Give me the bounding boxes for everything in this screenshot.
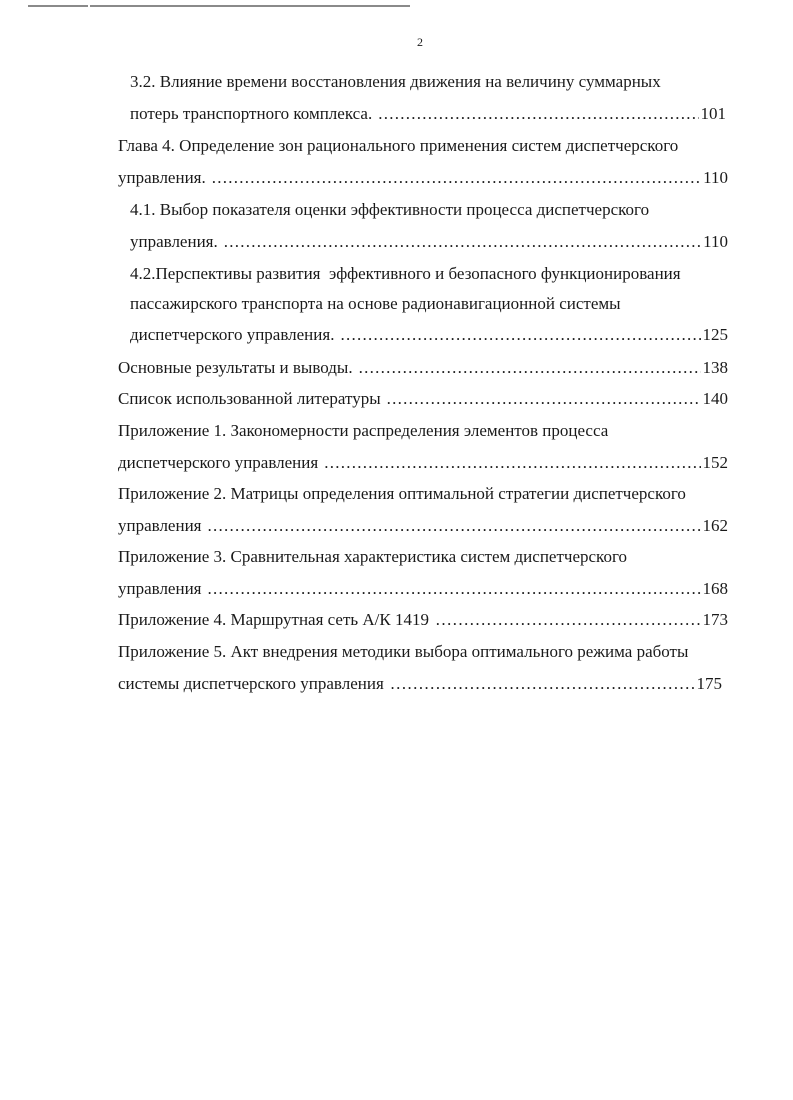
page-number: 2	[417, 35, 423, 49]
toc-entry-text: управления	[118, 516, 202, 535]
toc-entry-page: 138	[702, 358, 728, 377]
toc-entry-page: 101	[700, 104, 726, 123]
toc-entry-text: Приложение 1. Закономерности распределения элементов процесса	[118, 421, 609, 440]
toc-entry-page: 152	[702, 453, 728, 472]
toc-entry-page: 168	[702, 579, 728, 598]
toc-entry-line	[118, 384, 728, 414]
toc-leader-dots	[324, 448, 700, 478]
toc-entry-text: 3.2. Влияние времени восстановления движения на величину суммарных	[130, 72, 661, 91]
toc-leader-dots	[359, 353, 701, 383]
toc-entry-text: системы диспетчерского управления	[118, 674, 384, 693]
toc-leader-dots	[435, 605, 701, 635]
toc-entry-text: пассажирского транспорта на основе радионавигационной системы	[130, 294, 621, 313]
toc-entry-line	[118, 637, 738, 667]
toc-leader-dots	[208, 511, 701, 541]
toc-entry-page: 110	[703, 232, 728, 251]
scan-edge-line	[28, 5, 88, 7]
toc-entry-line	[130, 289, 730, 319]
toc-entry-text: Приложение 5. Акт внедрения методики выбора оптимального режима работы	[118, 642, 689, 661]
toc-entry-text: Основные результаты и выводы.	[118, 358, 353, 377]
toc-entry-line	[130, 195, 720, 225]
toc-leader-dots	[212, 163, 701, 193]
toc-entry-line	[118, 479, 728, 509]
toc-entry-text: потерь транспортного комплекса.	[130, 104, 373, 123]
toc-entry-text: Приложение 2. Матрицы определения оптимальной стратегии диспетчерского	[118, 484, 686, 503]
toc-entry-text: Список использованной литературы	[118, 389, 381, 408]
toc-entry-page: 110	[703, 168, 728, 187]
toc-entry-text: Глава 4. Определение зон рационального применения систем диспетчерского	[118, 136, 679, 155]
toc-entry-line	[118, 605, 728, 635]
toc-entry-text: Приложение 4. Маршрутная сеть А/К 1419	[118, 610, 429, 629]
toc-entry-line	[130, 259, 740, 289]
toc-entry-text: 4.2.Перспективы развития эффективного и безопасного функционирования	[130, 264, 681, 283]
scan-edge-line	[90, 5, 410, 7]
toc-entry-line	[118, 542, 718, 572]
toc-entry-page: 175	[696, 674, 722, 693]
toc-entry-line	[118, 131, 726, 161]
toc-leader-dots	[224, 227, 701, 257]
toc-entry-text: управления	[118, 579, 202, 598]
toc-leader-dots	[378, 99, 698, 129]
toc-leader-dots	[390, 669, 695, 699]
toc-entry-text: диспетчерского управления	[118, 453, 319, 472]
toc-entry-line	[118, 669, 722, 699]
toc-entry-line	[118, 574, 728, 604]
toc-entry-page: 140	[702, 389, 728, 408]
toc-entry-text: управления.	[118, 168, 206, 187]
toc-entry-line	[130, 227, 728, 257]
toc-entry-page: 125	[702, 325, 728, 344]
toc-entry-line	[118, 416, 718, 446]
toc-entry-text: Приложение 3. Сравнительная характеристика систем диспетчерского	[118, 547, 627, 566]
toc-entry-text: управления.	[130, 232, 218, 251]
toc-leader-dots	[387, 384, 701, 414]
toc-entry-line	[130, 99, 726, 129]
toc-entry-line	[130, 67, 730, 97]
toc-entry-line	[118, 163, 728, 193]
toc-entry-line	[130, 320, 728, 350]
toc-entry-line	[118, 353, 728, 383]
toc-entry-page: 162	[702, 516, 728, 535]
toc-entry-page: 173	[702, 610, 728, 629]
toc-entry-text: 4.1. Выбор показателя оценки эффективности процесса диспетчерского	[130, 200, 650, 219]
toc-leader-dots	[340, 320, 700, 350]
toc-leader-dots	[208, 574, 701, 604]
toc-entry-line	[118, 448, 728, 478]
toc-entry-line	[118, 511, 728, 541]
toc-entry-text: диспетчерского управления.	[130, 325, 335, 344]
